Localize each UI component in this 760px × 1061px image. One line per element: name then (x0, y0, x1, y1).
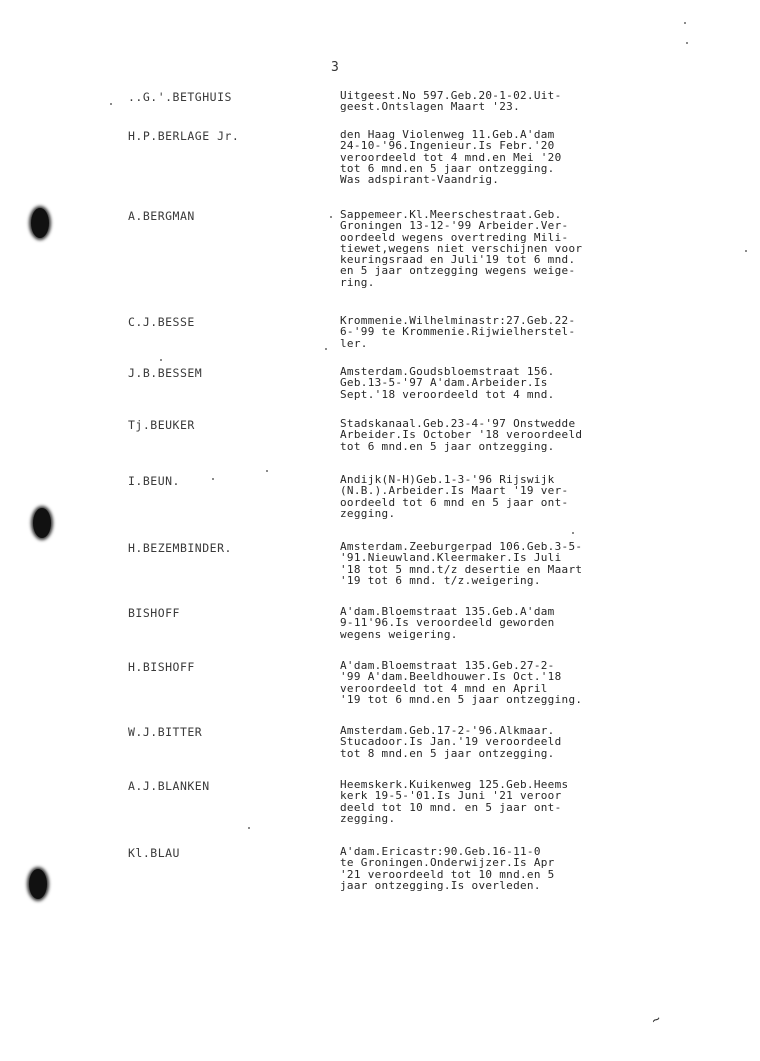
person-name: Tj.BEUKER (128, 418, 195, 432)
scan-speck (686, 42, 688, 44)
punch-hole (29, 869, 47, 899)
scan-speck (110, 103, 112, 105)
person-name: I.BEUN. (128, 474, 180, 488)
page-number: 3 (331, 60, 339, 75)
person-name: A.J.BLANKEN (128, 779, 210, 793)
scan-speck (325, 348, 327, 350)
person-name: J.B.BESSEM (128, 366, 203, 380)
person-details: A'dam.Bloemstraat 135.Geb.27-2- '99 A'dam.Beeldhouwer.Is Oct.'18 veroordeeld tot 4 mnd en April '19 tot 6 mnd.en 5 jaar ontzegging. (340, 659, 583, 706)
scan-speck (212, 478, 214, 480)
person-details: Uitgeest.No 597.Geb.20-1-02.Uit- geest.Ontslagen Maart '23. (340, 89, 562, 114)
person-details: Stadskanaal.Geb.23-4-'97 Onstwedde Arbeider.Is October '18 veroordeeld tot 6 mnd.en 5 jaar ontzegging. (340, 417, 583, 453)
person-details: A'dam.Ericastr:90.Geb.16-11-0 te Groningen.Onderwijzer.Is Apr '21 veroordeeld tot 10 mnd.en 5 jaar ontzegging.Is overleden. (340, 845, 555, 892)
person-details: Amsterdam.Goudsbloemstraat 156. Geb.13-5-'97 A'dam.Arbeider.Is Sept.'18 veroordeeld tot 4 mnd. (340, 365, 555, 401)
person-details: Andijk(N-H)Geb.1-3-'96 Rijswijk (N.B.).Arbeider.Is Maart '19 ver- oordeeld tot 6 mnd en 5 jaar ont- zegging. (340, 473, 569, 520)
person-details: den Haag Violenweg 11.Geb.A'dam 24-10-'96.Ingenieur.Is Febr.'20 veroordeeld tot 4 mnd.en Mei '20 tot 6 mnd.en 5 jaar ontzegging. Was adspirant-Vaandrig. (340, 128, 562, 187)
scan-speck (330, 216, 332, 218)
person-name: ..G.'.BETGHUIS (128, 90, 232, 104)
person-name: A.BERGMAN (128, 209, 195, 223)
person-name: C.J.BESSE (128, 315, 195, 329)
pen-mark: ~ (648, 1010, 664, 1030)
scan-speck (684, 22, 686, 24)
person-details: Amsterdam.Zeeburgerpad 106.Geb.3-5- '91.Nieuwland.Kleermaker.Is Juli '18 tot 5 mnd.t/z desertie en Maart '19 tot 6 mnd. t/z.weigering. (340, 540, 583, 587)
scan-speck (160, 359, 162, 361)
scan-speck (266, 470, 268, 472)
person-name: H.P.BERLAGE Jr. (128, 129, 240, 143)
person-details: Heemskerk.Kuikenweg 125.Geb.Heems kerk 19-5-'01.Is Juni '21 veroor deeld tot 10 mnd. en 5 jaar ont- zegging. (340, 778, 569, 825)
person-details: Sappemeer.Kl.Meerschestraat.Geb. Groningen 13-12-'99 Arbeider.Ver- oordeeld wegens overtreding Mili- tiewet,wegens niet verschijnen voor keuringsraad en Juli'19 tot 6 mnd. en 5 jaar ontzegging wegens weige- ring. (340, 208, 583, 289)
person-name: H.BEZEMBINDER. (128, 541, 232, 555)
person-details: Krommenie.Wilhelminastr:27.Geb.22- 6-'99 te Krommenie.Rijwielherstel- ler. (340, 314, 576, 350)
scan-speck (572, 532, 574, 534)
punch-hole (31, 208, 49, 238)
person-name: Kl.BLAU (128, 846, 180, 860)
person-details: Amsterdam.Geb.17-2-'96.Alkmaar. Stucadoor.Is Jan.'19 veroordeeld tot 8 mnd.en 5 jaar ontzegging. (340, 724, 562, 760)
person-name: BISHOFF (128, 606, 180, 620)
punch-hole (33, 508, 51, 538)
person-details: A'dam.Bloemstraat 135.Geb.A'dam 9-11'96.Is veroordeeld geworden wegens weigering. (340, 605, 555, 641)
person-name: W.J.BITTER (128, 725, 203, 739)
scan-speck (248, 827, 250, 829)
person-name: H.BISHOFF (128, 660, 195, 674)
scan-speck (745, 250, 747, 252)
